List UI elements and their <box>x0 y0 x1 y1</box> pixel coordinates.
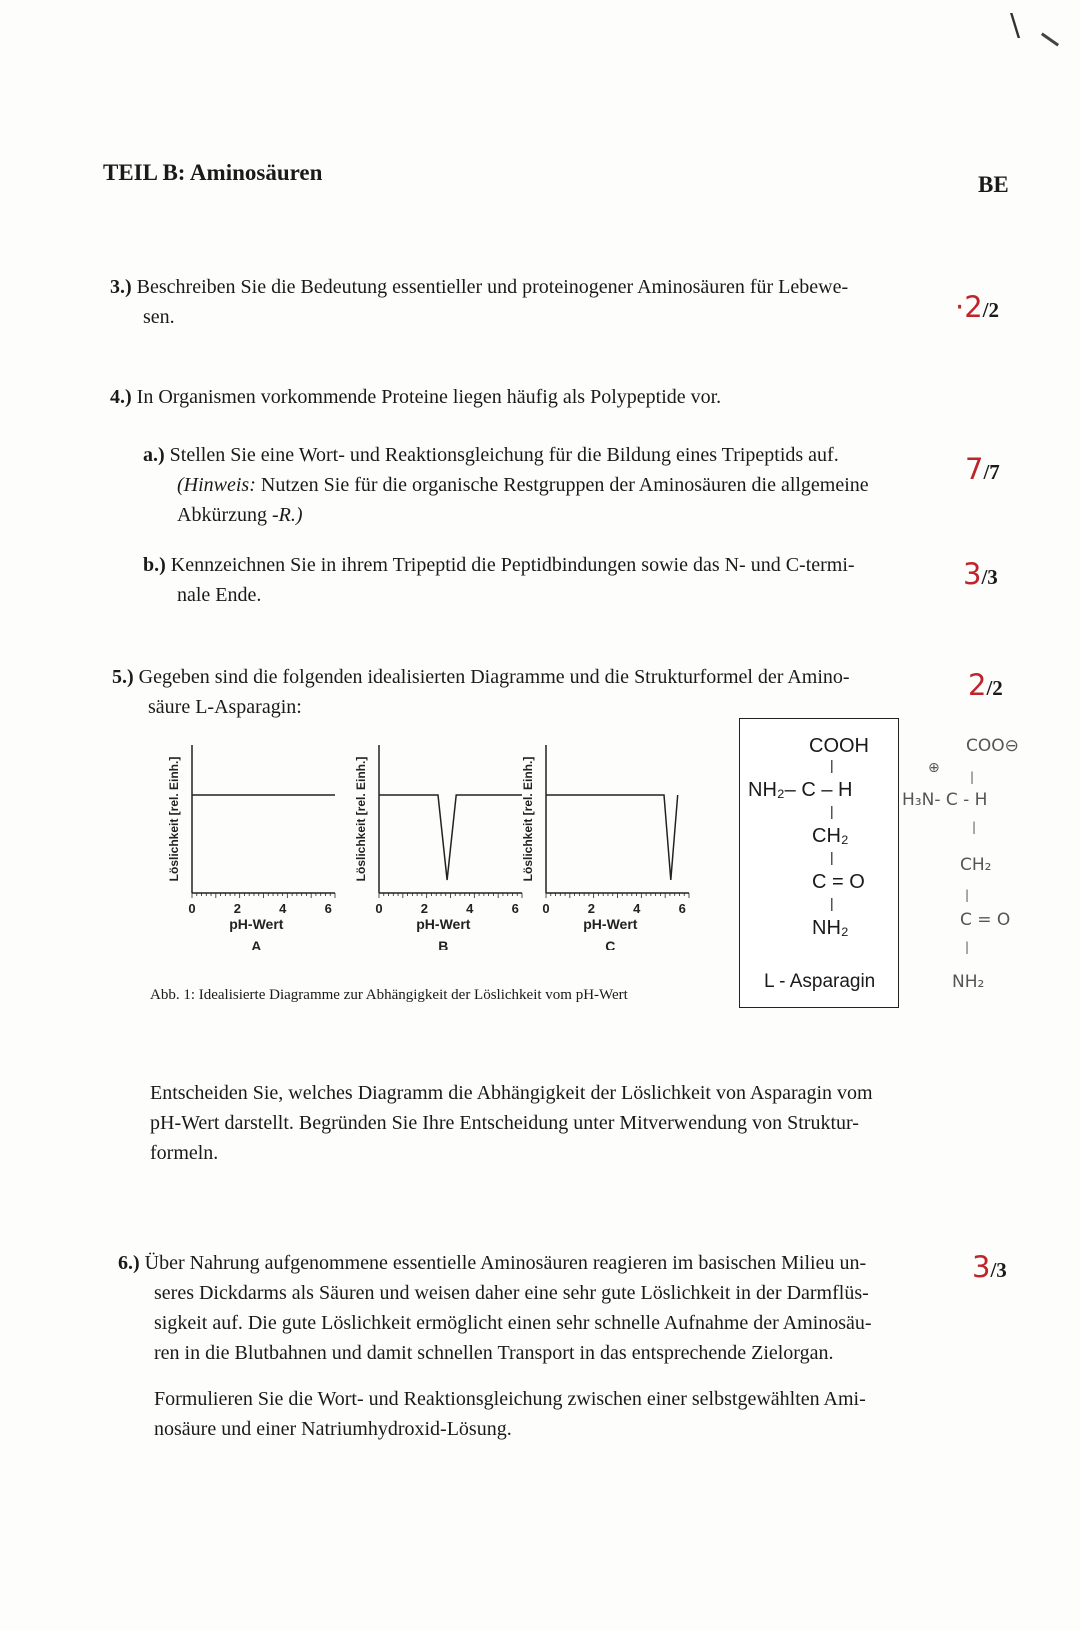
structure-bond-3: | <box>830 849 834 865</box>
task-6-line1: Über Nahrung aufgenommene essentielle Aminosäuren reagieren im basischen Milieu un- <box>144 1252 867 1274</box>
task-6-line6: nosäure und einer Natriumhydroxid-Lösung. <box>154 1418 512 1440</box>
task-6-line3: sigkeit auf. Die gute Löslichkeit ermöglicht einen sehr schnelle Aufnahme der Aminosäu- <box>154 1312 872 1334</box>
hand-plus: ⊕ <box>928 760 940 776</box>
task-6-line5: Formulieren Sie die Wort- und Reaktionsgleichung zwischen einer selbstgewählten Ami- <box>154 1388 866 1410</box>
task-4 <box>110 382 920 412</box>
task-5-score <box>968 668 1003 702</box>
structure-cooh: COOH <box>809 735 869 757</box>
task-3-line2: sen. <box>143 306 175 328</box>
task-6 <box>118 1248 938 1444</box>
hand-bond-4: | <box>965 940 970 954</box>
task-5-line2: säure L-Asparagin: <box>148 696 302 718</box>
task-5 <box>112 662 922 722</box>
asparagine-structure-box <box>739 718 899 1008</box>
task-3-number: 3.) <box>110 276 132 298</box>
task-4a-hint-rest: Nutzen Sie für die organische Restgruppen der Aminosäuren die allgemeine <box>260 474 869 496</box>
solubility-diagrams <box>160 735 700 950</box>
y-axis-label: Löslichkeit [rel. Einh.] <box>167 756 181 882</box>
be-column-label: BE <box>978 172 1009 197</box>
diagram-b <box>354 745 522 950</box>
task-4b-score-handwritten: 3 <box>963 557 982 591</box>
diagram-a <box>167 745 335 950</box>
x-tick-label: 0 <box>188 901 196 916</box>
y-axis-label: Löslichkeit [rel. Einh.] <box>521 756 535 882</box>
x-tick-label: 2 <box>233 901 242 916</box>
x-axis-label: pH-Wert <box>229 916 284 932</box>
structure-bond-4: | <box>830 895 834 911</box>
task-6-score-max: /3 <box>990 1258 1007 1282</box>
task-4a-line3-italic: -R.) <box>271 504 303 526</box>
task-5-question <box>150 1078 950 1168</box>
task-4a-score-max: /7 <box>983 460 1000 484</box>
task-5-question-line1: Entscheiden Sie, welches Diagramm die Abhängigkeit der Löslichkeit von Asparagin vom <box>150 1082 873 1104</box>
x-tick-label: 0 <box>375 901 383 916</box>
task-3-score-handwritten: ·2 <box>955 290 983 324</box>
x-tick-label: 2 <box>587 901 596 916</box>
task-4a-line1: Stellen Sie eine Wort- und Reaktionsgleichung für die Bildung eines Tripeptids auf. <box>169 444 839 466</box>
diagram-label: A <box>251 938 262 950</box>
structure-ch2: CH₂ <box>812 825 849 847</box>
structure-co: C = O <box>812 871 865 893</box>
task-6-line2: seres Dickdarms als Säuren und weisen daher eine sehr gute Löslichkeit in der Darmflüs- <box>154 1282 869 1304</box>
task-6-score-handwritten: 3 <box>972 1250 991 1284</box>
task-4b-line2: nale Ende. <box>177 584 262 606</box>
x-axis-label: pH-Wert <box>583 916 638 932</box>
task-3-score-max: /2 <box>982 298 1000 322</box>
task-4b-letter: b.) <box>143 554 166 576</box>
figure-caption: Abb. 1: Idealisierte Diagramme zur Abhängigkeit der Löslichkeit vom pH-Wert <box>150 987 628 1003</box>
task-5-score-handwritten: 2 <box>968 668 987 702</box>
diagram-label: C <box>605 938 616 950</box>
task-4b-score-max: /3 <box>981 565 998 589</box>
task-6-number: 6.) <box>118 1252 140 1274</box>
x-tick-label: 4 <box>633 901 641 916</box>
task-4a-hint-label: (Hinweis: <box>177 474 256 496</box>
task-4b <box>143 550 933 610</box>
structure-bond-2: | <box>830 803 834 819</box>
hand-bond-2: | <box>972 820 977 834</box>
diagram-c <box>521 745 689 950</box>
task-5-number: 5.) <box>112 666 134 688</box>
task-5-line1: Gegeben sind die folgenden idealisierten Diagramme und die Strukturformel der Amino- <box>138 666 850 688</box>
diagram-label: B <box>438 938 449 950</box>
task-6-score <box>972 1250 1007 1284</box>
task-6-line4: ren in die Blutbahnen und damit schnellen Transport in das entsprechende Zielorgan. <box>154 1342 834 1364</box>
task-4a-line3: Abkürzung <box>177 504 267 526</box>
structure-bond-1: | <box>830 757 834 773</box>
x-tick-label: 4 <box>466 901 474 916</box>
x-tick-label: 6 <box>324 901 332 916</box>
hand-coo: COO⊖ <box>966 736 1019 756</box>
task-4b-score <box>963 557 998 591</box>
task-4a-letter: a.) <box>143 444 165 466</box>
task-5-question-line3: formeln. <box>150 1142 219 1164</box>
hand-bond-3: | <box>965 888 970 902</box>
x-tick-label: 6 <box>511 901 519 916</box>
solubility-curve <box>546 795 678 880</box>
page-title: TEIL B: Aminosäuren <box>103 160 323 185</box>
task-4-text: In Organismen vorkommende Proteine liegen häufig als Polypeptide vor. <box>136 386 722 408</box>
corner-stroke <box>1041 33 1059 47</box>
x-tick-label: 0 <box>542 901 550 916</box>
x-tick-label: 2 <box>420 901 429 916</box>
hand-nh2: NH₂ <box>952 972 985 992</box>
structure-name: L - Asparagin <box>764 971 876 992</box>
solubility-curve <box>379 795 522 880</box>
task-4a <box>143 440 933 530</box>
x-tick-label: 6 <box>678 901 686 916</box>
task-3 <box>110 272 920 332</box>
task-3-score <box>955 290 999 324</box>
task-5-score-max: /2 <box>986 676 1003 700</box>
structure-nh2-bottom: NH₂ <box>812 917 849 939</box>
task-5-question-line2: pH-Wert darstellt. Begründen Sie Ihre Entscheidung unter Mitverwendung von Struktur- <box>150 1112 859 1134</box>
hand-bond-1: | <box>970 770 975 784</box>
hand-ch2: CH₂ <box>960 855 992 875</box>
structure-nh2-c-h: NH₂– C – H <box>748 779 853 801</box>
task-4a-score-handwritten: 7 <box>965 452 984 486</box>
task-4a-score <box>965 452 1000 486</box>
task-4b-line1: Kennzeichnen Sie in ihrem Tripeptid die Peptidbindungen sowie das N- und C-termi- <box>170 554 855 576</box>
task-3-line1: Beschreiben Sie die Bedeutung essentieller und proteinogener Aminosäuren für Lebewe- <box>136 276 849 298</box>
hand-h3n-c-h: H₃N- C - H <box>902 790 988 810</box>
y-axis-label: Löslichkeit [rel. Einh.] <box>354 756 368 882</box>
corner-handwritten-mark: \ <box>1010 8 1021 43</box>
hand-co: C = O <box>960 910 1011 930</box>
x-axis-label: pH-Wert <box>416 916 471 932</box>
x-tick-label: 4 <box>279 901 287 916</box>
task-4-number: 4.) <box>110 386 132 408</box>
